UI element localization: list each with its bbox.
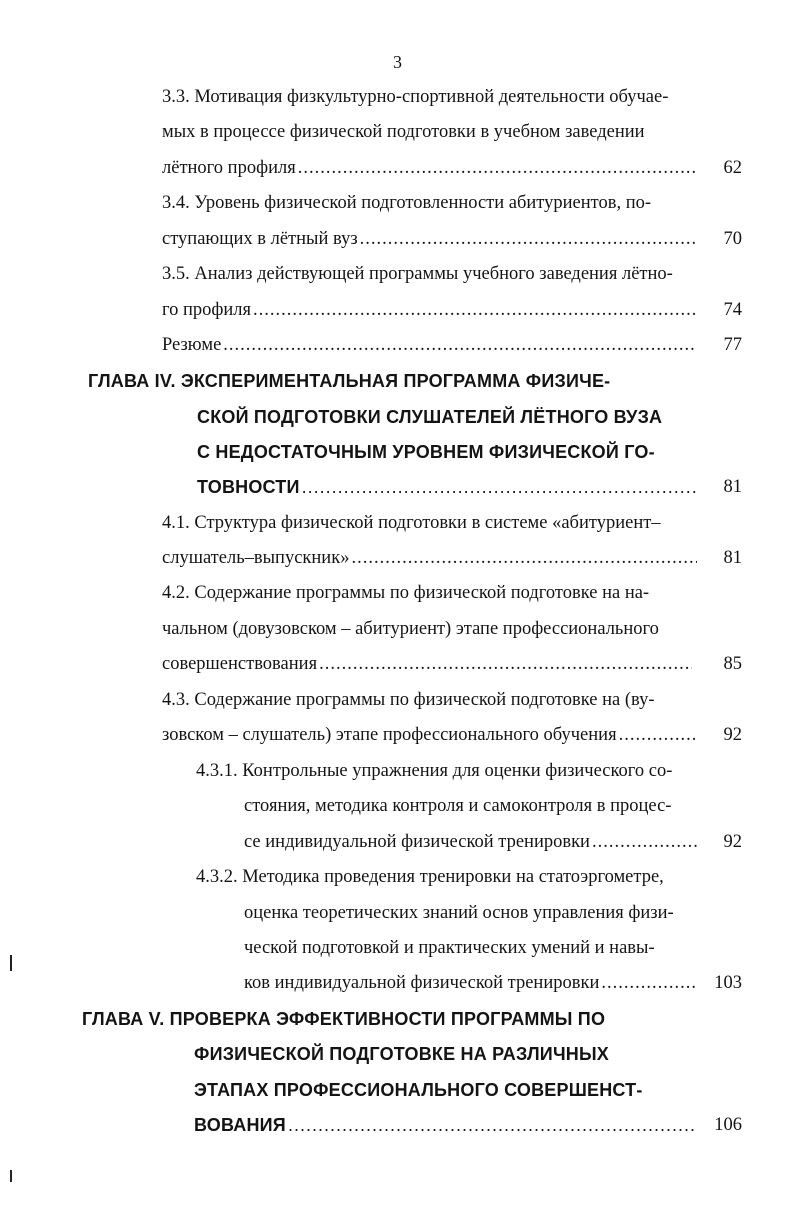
chapter-heading-line: ВОВАНИЯ	[194, 1115, 286, 1135]
entry-leader-line	[197, 474, 697, 500]
entry-text-line: 3.5. Анализ действующей программы учебного заведения лётно-	[162, 264, 673, 284]
entry-text-line: ческой подготовкой и практических умений и навы-	[244, 938, 655, 958]
chapter-heading-line: СКОЙ ПОДГОТОВКИ СЛУШАТЕЛЕЙ ЛЁТНОГО ВУЗА	[197, 407, 663, 427]
entry-text-line: 4.1. Структура физической подготовки в системе «абитуриент–	[162, 513, 661, 533]
entry-text-line: го профиля	[162, 300, 252, 320]
entry-text-line: 4.2. Содержание программы по физической подготовке на на-	[162, 583, 650, 603]
entry-leader-line	[244, 829, 697, 855]
entry-leader-line	[162, 155, 697, 181]
scan-mark	[10, 1170, 12, 1182]
entry-text-line: чальном (довузовском – абитуриент) этапе профессионального	[162, 619, 659, 639]
entry-leader-line	[194, 1112, 694, 1138]
chapter-heading-line: ТОВНОСТИ	[197, 477, 300, 497]
entry-text-line: Резюме	[162, 335, 222, 355]
chapter-heading-line: ГЛАВА IV. ЭКСПЕРИМЕНТАЛЬНАЯ ПРОГРАММА ФИЗИЧЕ-	[88, 371, 611, 391]
page-ref: 77	[723, 335, 742, 355]
entry-text-line: оценка теоретических знаний основ управления физи-	[244, 903, 674, 923]
entry-text-line: се индивидуальной физической тренировки	[244, 832, 590, 852]
page-ref: 85	[723, 654, 742, 674]
entry-text-line: 4.3.1. Контрольные упражнения для оценки физического со-	[196, 761, 673, 781]
page-ref: 106	[714, 1115, 742, 1135]
page-ref: 62	[723, 158, 742, 178]
scan-mark	[10, 955, 12, 971]
entry-text-line: 4.3. Содержание программы по физической подготовке на (ву-	[162, 690, 655, 710]
page-ref: 81	[723, 477, 742, 497]
entry-leader-line	[162, 545, 697, 571]
entry-text-line: ков индивидуальной физической тренировки	[244, 973, 600, 993]
entry-leader-line	[162, 332, 697, 358]
entry-leader-line	[162, 226, 697, 252]
entry-text-line: 3.3. Мотивация физкультурно-спортивной деятельности обучае-	[162, 87, 669, 107]
entry-leader-line	[244, 970, 697, 996]
page-ref: 74	[723, 300, 742, 320]
entry-text-line: 3.4. Уровень физической подготовленности абитуриентов, по-	[162, 193, 652, 213]
page-ref: 81	[723, 548, 742, 568]
chapter-heading-line: С НЕДОСТАТОЧНЫМ УРОВНЕМ ФИЗИЧЕСКОЙ ГО-	[197, 442, 655, 462]
page-ref: 70	[723, 229, 742, 249]
chapter-heading-line: ЭТАПАХ ПРОФЕССИОНАЛЬНОГО СОВЕРШЕНСТ-	[194, 1080, 643, 1100]
chapter-heading-line: ФИЗИЧЕСКОЙ ПОДГОТОВКЕ НА РАЗЛИЧНЫХ	[194, 1044, 610, 1064]
entry-text-line: совершенствования	[162, 654, 318, 674]
page-ref: 103	[714, 973, 742, 993]
entry-text-line: зовском – слушатель) этапе профессионального обучения	[162, 725, 617, 745]
entry-leader-line	[162, 651, 692, 677]
entry-text-line: мых в процессе физической подготовки в учебном заведении	[162, 122, 645, 142]
page-ref: 92	[723, 725, 742, 745]
page-ref: 92	[723, 832, 742, 852]
entry-text-line: лётного профиля	[162, 158, 296, 178]
entry-text-line: стояния, методика контроля и самоконтроля в процес-	[244, 796, 672, 816]
chapter-heading-line: ГЛАВА V. ПРОВЕРКА ЭФФЕКТИВНОСТИ ПРОГРАММЫ ПО	[82, 1009, 606, 1029]
entry-text-line: ступающих в лётный вуз	[162, 229, 358, 249]
page-number: 3	[393, 52, 402, 72]
entry-text-line: слушатель–выпускник»	[162, 548, 350, 568]
entry-leader-line	[162, 722, 697, 748]
entry-text-line: 4.3.2. Методика проведения тренировки на статоэргометре,	[196, 867, 664, 887]
entry-leader-line	[162, 297, 697, 323]
